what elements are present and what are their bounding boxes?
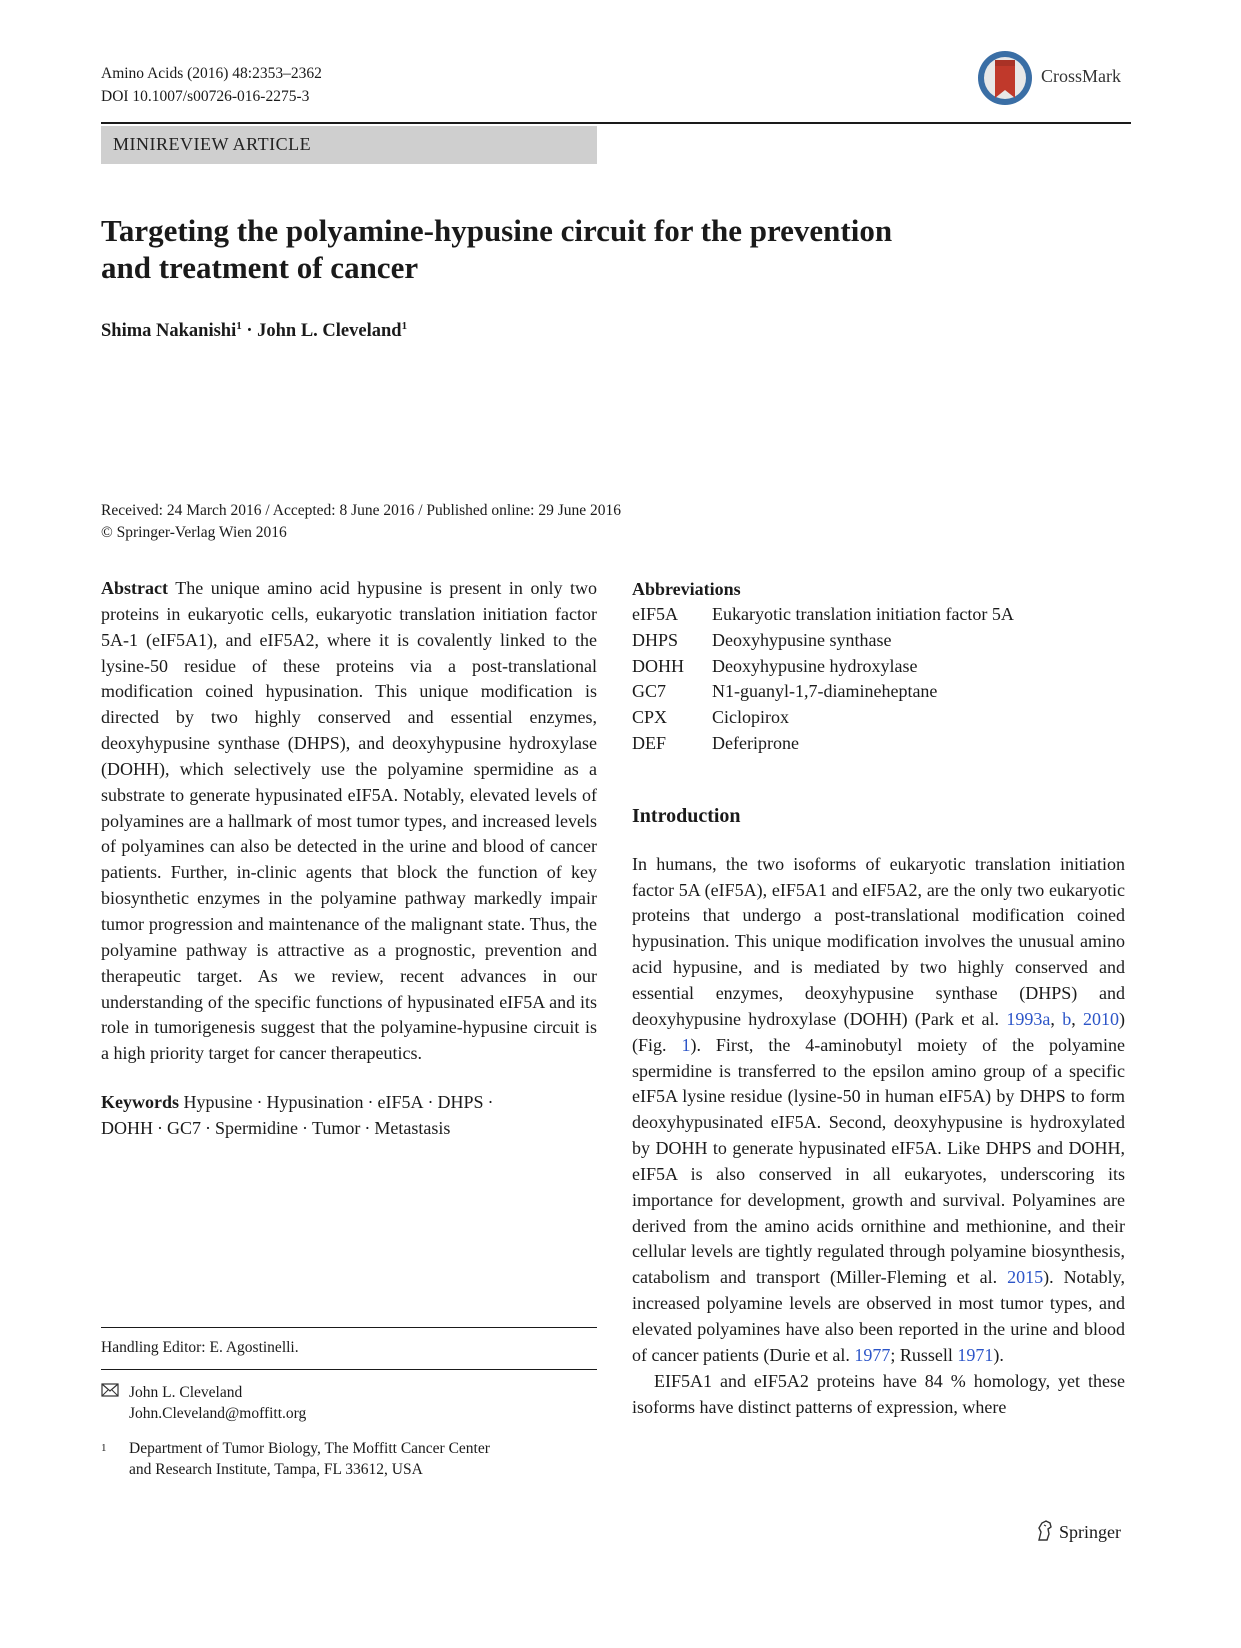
abbreviation-value: Eukaryotic translation initiation factor 5A (712, 604, 1014, 624)
introduction-heading: Introduction (632, 804, 741, 827)
handling-editor: Handling Editor: E. Agostinelli. (101, 1339, 299, 1356)
abbreviation-row (632, 705, 1125, 731)
text-run: ; Russell (890, 1344, 958, 1365)
author-affiliation-mark: 1 (236, 320, 242, 332)
author-name[interactable]: Shima Nakanishi (101, 321, 237, 342)
abstract (101, 576, 597, 1067)
corresponding-email[interactable]: John.Cleveland@moffitt.org (129, 1405, 307, 1422)
citation-link[interactable]: 2015 (1007, 1267, 1044, 1288)
text-run: , (1071, 1008, 1084, 1029)
author-name[interactable]: John L. Cleveland (257, 321, 402, 342)
citation-link[interactable]: 1977 (854, 1344, 891, 1365)
text-run: In humans, the two isoforms of eukaryotic translation initiation factor 5A (eIF5A), eIF5A1 and eIF5A2, are the only two eukaryotic proteins that undergo a post-translational modification coined hypusination. This unique modification involves the unusual amino acid hypusine, and is mediated by two highly conserved and essential enzymes, deoxyhypusine synthase (DHPS) and deoxyhypusine hydroxylase (DOHH) (Park et al. (632, 853, 1125, 1029)
affiliation-line: and Research Institute, Tampa, FL 33612, USA (129, 1461, 423, 1478)
crossmark-badge[interactable] (975, 48, 1130, 108)
citation-link[interactable]: 1993a (1006, 1008, 1051, 1029)
keyword-separator: · (302, 1118, 309, 1139)
text-run: ). First, the 4-aminobutyl moiety of the polyamine spermidine is transferred to the epsilon amino group of a specific eIF5A lysine residue (lysine-50 in human eIF5A) by DHPS to form deoxyhypusinated eIF5A. Second, deoxyhypusine is hydroxylated by DOHH to generate hypusinated eIF5A. Like DHPS and DOHH, eIF5A is also conserved in all eukaryotes, underscoring its importance for development, growth and survival. Polyamines are derived from the amino acids ornithine and methionine, and their cellular levels are tightly regulated through polyamine biosynthesis, catabolism and transport (Miller-Fleming et al. (632, 1034, 1125, 1288)
keyword: DHPS (437, 1092, 484, 1113)
keyword-separator: · (205, 1118, 212, 1139)
keyword: Spermidine (215, 1118, 299, 1139)
affiliation (101, 1438, 597, 1480)
introduction-paragraph (632, 852, 1125, 1369)
abbreviation-value: Deoxyhypusine synthase (712, 629, 892, 650)
keywords (101, 1089, 597, 1141)
keyword: GC7 (167, 1118, 202, 1139)
keywords-label: Keywords (101, 1092, 179, 1113)
keyword-separator: · (487, 1092, 494, 1113)
keyword-separator: · (256, 1092, 263, 1113)
abstract-text: The unique amino acid hypusine is present in only two proteins in eukaryotic cells, eukaryotic translation initiation factor 5A-1 (eIF5A1), and eIF5A2, where it is covalently linked to the lysine-50 residue of these proteins via a post-translational modification coined hypusination. This unique modification is directed by two highly conserved and essential enzymes, deoxyhypusine synthase (DHPS), and deoxyhypusine hydroxylase (DOHH), which selectively use the polyamine spermidine as a substrate to generate hypusinated eIF5A. Notably, elevated levels of polyamines are a hallmark of most tumor types, and increased levels of polyamines can also be detected in the urine and blood of cancer patients. Further, in-clinic agents that block the function of key biosynthetic enzymes in the polyamine pathway markedly impair tumor progression and maintenance of the malignant state. Thus, the polyamine pathway is attractive as a prognostic, prevention and therapeutic target. As we review, recent advances in our understanding of the specific functions of hypusinated eIF5A and its role in tumorigenesis suggest that the polyamine-hypusine circuit is a high priority target for cancer therapeutics. (101, 578, 597, 1064)
abbreviation-row (632, 679, 1125, 705)
affiliation-number: 1 (101, 1442, 107, 1454)
abbreviation-row (632, 731, 1125, 757)
text-run: , (1050, 1008, 1063, 1029)
keyword-separator: · (157, 1118, 163, 1139)
right-column (632, 576, 1125, 1420)
author-affiliation-mark: 1 (401, 320, 408, 332)
corresponding-author (101, 1382, 597, 1424)
footnote-rule (101, 1369, 597, 1370)
citation-link[interactable]: b (1062, 1008, 1072, 1029)
abbreviations-heading: Abbreviations (632, 579, 741, 599)
footnote-rule (101, 1327, 597, 1328)
springer-horse-icon (1035, 1520, 1055, 1542)
publisher-logo (1035, 1520, 1121, 1543)
abbreviation-row (632, 628, 1125, 654)
introduction-paragraph: EIF5A1 and eIF5A2 proteins have 84 % homology, yet these isoforms have distinct patterns of expression, where (632, 1370, 1125, 1417)
keyword: Hypusine (183, 1092, 253, 1113)
citation-link[interactable]: 1971 (957, 1344, 994, 1365)
keyword: eIF5A (377, 1092, 424, 1113)
keyword-separator: · (364, 1118, 371, 1139)
abbreviation-key: CPX (632, 707, 668, 728)
title-line-1: Targeting the polyamine-hypusine circuit for the prevention (101, 213, 893, 248)
article-type-label: MINIREVIEW ARTICLE (113, 134, 312, 154)
crossmark-label: CrossMark (1041, 66, 1121, 86)
abbreviation-key: DOHH (632, 655, 684, 676)
author-list (101, 320, 407, 342)
keyword: Tumor (312, 1118, 361, 1139)
citation-link[interactable]: 2010 (1083, 1008, 1120, 1029)
article-title (101, 212, 1001, 286)
abbreviation-value: Ciclopirox (712, 707, 789, 728)
doi[interactable]: DOI 10.1007/s00726-016-2275-3 (101, 88, 310, 105)
keyword: Hypusination (266, 1092, 364, 1113)
corresponding-name: John L. Cleveland (129, 1384, 243, 1401)
text-run: ). (993, 1344, 1004, 1365)
abbreviation-value: Deferiprone (712, 732, 799, 753)
author-separator: · (241, 321, 258, 342)
copyright-line: © Springer-Verlag Wien 2016 (101, 524, 287, 541)
text-run: ) (Fig. (632, 1008, 1126, 1055)
keyword: Metastasis (374, 1118, 451, 1139)
abbreviation-row (632, 602, 1125, 628)
publication-dates (101, 500, 621, 544)
abbreviation-key: DHPS (632, 629, 679, 650)
abbreviation-key: GC7 (632, 681, 667, 702)
journal-citation: Amino Acids (2016) 48:2353–2362 (101, 65, 322, 82)
keyword-separator: · (367, 1092, 374, 1113)
abbreviation-key: eIF5A (632, 604, 678, 624)
text-run: ). Notably, increased polyamine levels are observed in most tumor types, and elevated polyamines have also been reported in the urine and blood of cancer patients (Durie et al. (632, 1267, 1125, 1365)
abbreviation-row (632, 654, 1125, 680)
dates-line: Received: 24 March 2016 / Accepted: 8 June 2016 / Published online: 29 June 2016 (101, 502, 622, 519)
article-type-banner (101, 126, 597, 164)
affiliation-line: Department of Tumor Biology, The Moffitt Cancer Center (129, 1440, 490, 1457)
abbreviation-value: N1-guanyl-1,7-diamineheptane (712, 681, 938, 702)
footnotes (101, 1327, 597, 1480)
left-column (101, 576, 597, 1141)
header-rule (101, 122, 1131, 124)
abbreviation-value: Deoxyhypusine hydroxylase (712, 655, 918, 676)
keyword-separator: · (427, 1092, 434, 1113)
crossmark-icon (975, 48, 1035, 108)
abstract-label: Abstract (101, 578, 168, 598)
publisher-name: Springer (1059, 1522, 1121, 1542)
abbreviation-key: DEF (632, 732, 667, 753)
envelope-icon (101, 1382, 129, 1424)
figure-link[interactable]: 1 (681, 1034, 691, 1055)
keyword: DOHH (101, 1118, 153, 1139)
title-line-2: and treatment of cancer (101, 250, 419, 285)
